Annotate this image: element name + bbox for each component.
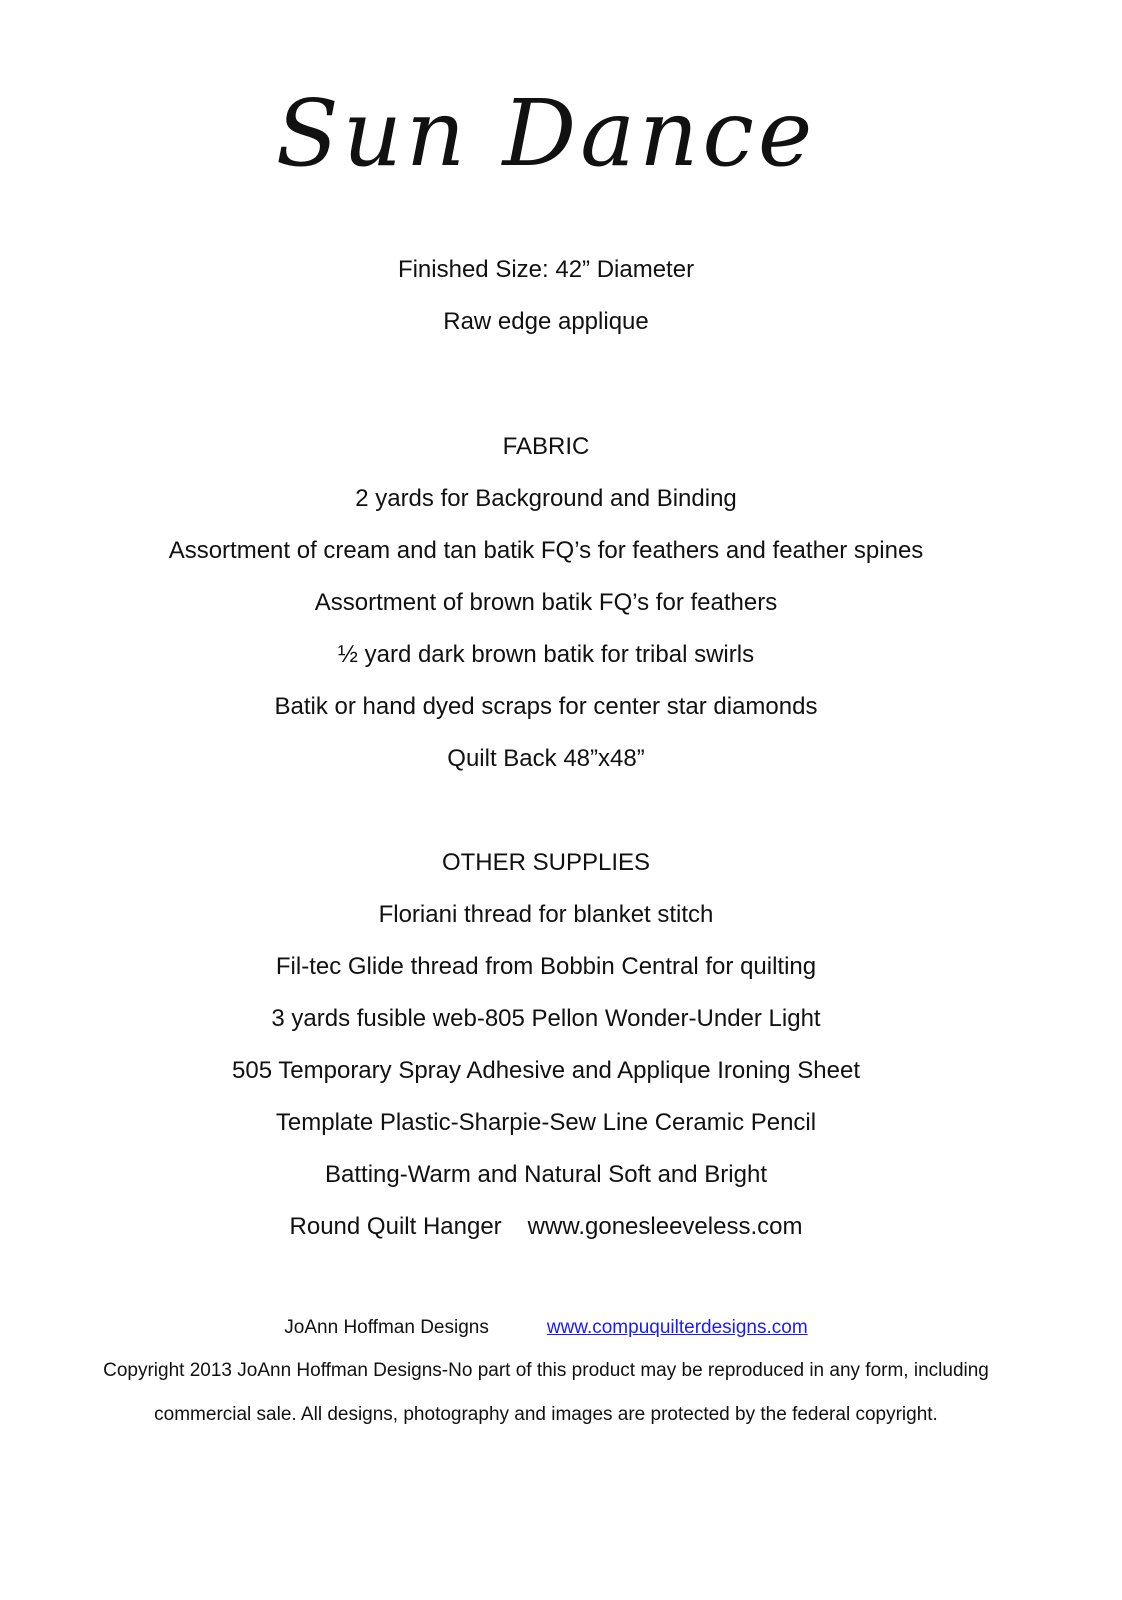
designer-name: JoAnn Hoffman Designs xyxy=(284,1317,489,1338)
supplies-item: 505 Temporary Spray Adhesive and Applique Ironing Sheet xyxy=(232,1057,860,1084)
supplies-item-hanger xyxy=(0,1215,1092,1239)
supplies-item: Template Plastic-Sharpie-Sew Line Ceramic Pencil xyxy=(275,1109,817,1136)
supplies-heading: OTHER SUPPLIES xyxy=(441,849,651,876)
supplies-item: Floriani thread for blanket stitch xyxy=(378,901,714,928)
fabric-item: Batik or hand dyed scraps for center star diamonds xyxy=(274,693,818,720)
page-title: Sun Dance xyxy=(275,80,817,187)
fabric-item: Assortment of brown batik FQ’s for feathers xyxy=(314,589,778,616)
fabric-item: ½ yard dark brown batik for tribal swirls xyxy=(337,641,755,668)
fabric-item: 2 yards for Background and Binding xyxy=(355,485,737,512)
technique: Raw edge applique xyxy=(443,308,649,335)
fabric-item: Assortment of cream and tan batik FQ’s for feathers and feather spines xyxy=(168,537,924,564)
supplies-item: 3 yards fusible web-805 Pellon Wonder-Under Light xyxy=(271,1005,821,1032)
hanger-url: www.gonesleeveless.com xyxy=(527,1213,803,1240)
supplies-item: Fil-tec Glide thread from Bobbin Central for quilting xyxy=(275,953,817,980)
copyright-line-2: commercial sale. All designs, photography and images are protected by the federal copyright. xyxy=(154,1404,938,1425)
footer-designer-row xyxy=(0,1318,1092,1337)
supplies-item: Batting-Warm and Natural Soft and Bright xyxy=(325,1161,767,1188)
finished-size: Finished Size: 42” Diameter xyxy=(397,256,695,283)
fabric-item: Quilt Back 48”x48” xyxy=(447,745,645,772)
fabric-heading: FABRIC xyxy=(502,433,590,460)
copyright-line-1: Copyright 2013 JoAnn Hoffman Designs-No part of this product may be reproduced in any form, including xyxy=(103,1360,989,1381)
website-link[interactable]: www.compuquilterdesigns.com xyxy=(546,1317,808,1338)
hanger-label: Round Quilt Hanger xyxy=(289,1213,502,1240)
